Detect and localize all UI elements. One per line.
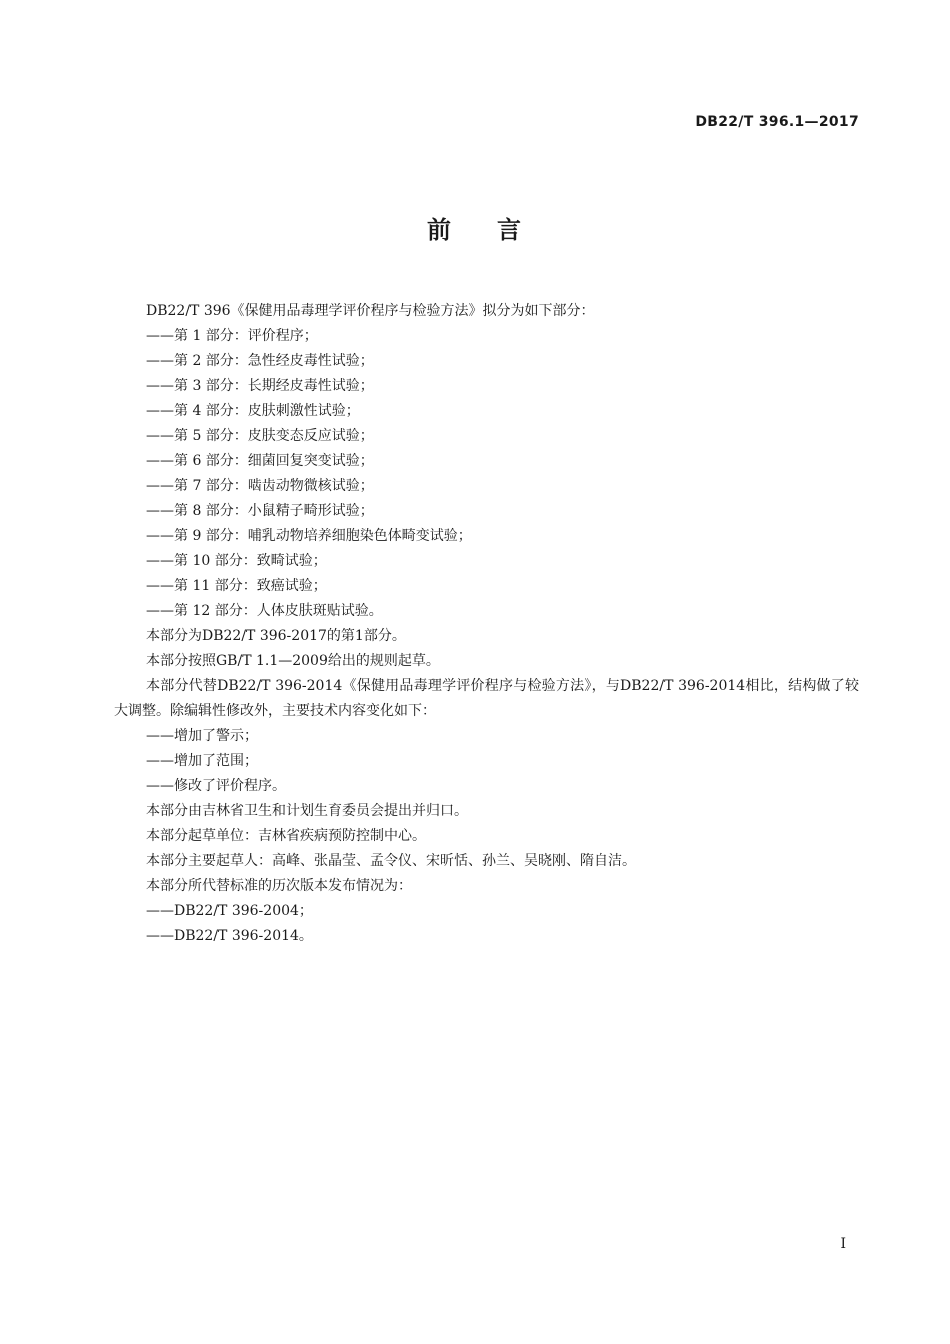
paragraph-drafting-unit: 本部分起草单位：吉林省疾病预防控制中心。	[146, 828, 426, 844]
list-item-version-2014: ——DB22/T 396-2014。	[146, 928, 313, 944]
title-char-1: 前	[427, 216, 453, 244]
list-item-part-6: ——第 6 部分：细菌回复突变试验；	[146, 453, 374, 469]
list-item-part-9: ——第 9 部分：哺乳动物培养细胞染色体畸变试验；	[146, 528, 472, 544]
standard-code: DB22/T 396.1—2017	[695, 114, 859, 130]
list-item-change-3: ——修改了评价程序。	[146, 778, 286, 794]
paragraph-replacement: 本部分代替DB22/T 396-2014《保健用品毒理学评价程序与检验方法》，与DB22/T 396-2014相比，结构做了较大调整。除编辑性修改外，主要技术内容变化如下：	[114, 678, 859, 719]
list-item-version-2004: ——DB22/T 396-2004；	[146, 903, 313, 919]
paragraph-version-history: 本部分所代替标准的历次版本发布情况为：	[146, 878, 412, 894]
list-item-part-12: ——第 12 部分：人体皮肤斑贴试验。	[146, 603, 383, 619]
paragraph-drafting-rules: 本部分按照GB/T 1.1—2009给出的规则起草。	[146, 653, 440, 669]
title-char-2: 言	[497, 216, 523, 244]
list-item-part-8: ——第 8 部分：小鼠精子畸形试验；	[146, 503, 374, 519]
list-item-part-7: ——第 7 部分：啮齿动物微核试验；	[146, 478, 374, 494]
foreword-body	[114, 299, 859, 949]
paragraph-drafters: 本部分主要起草人：高峰、张晶莹、孟令仪、宋昕恬、孙兰、吴晓刚、隋自洁。	[146, 853, 636, 869]
list-item-part-10: ——第 10 部分：致畸试验；	[146, 553, 327, 569]
page-title	[0, 210, 950, 245]
page-number: I	[840, 1236, 846, 1252]
list-item-part-5: ——第 5 部分：皮肤变态反应试验；	[146, 428, 374, 444]
list-item-change-1: ——增加了警示；	[146, 728, 258, 744]
paragraph-part-statement: 本部分为DB22/T 396-2017的第1部分。	[146, 628, 406, 644]
list-item-part-2: ——第 2 部分：急性经皮毒性试验；	[146, 353, 374, 369]
paragraph-proposer: 本部分由吉林省卫生和计划生育委员会提出并归口。	[146, 803, 468, 819]
list-item-part-3: ——第 3 部分：长期经皮毒性试验；	[146, 378, 374, 394]
list-item-part-4: ——第 4 部分：皮肤刺激性试验；	[146, 403, 360, 419]
paragraph-intro: DB22/T 396《保健用品毒理学评价程序与检验方法》拟分为如下部分：	[146, 303, 595, 319]
list-item-change-2: ——增加了范围；	[146, 753, 258, 769]
list-item-part-11: ——第 11 部分：致癌试验；	[146, 578, 327, 594]
list-item-part-1: ——第 1 部分：评价程序；	[146, 328, 318, 344]
